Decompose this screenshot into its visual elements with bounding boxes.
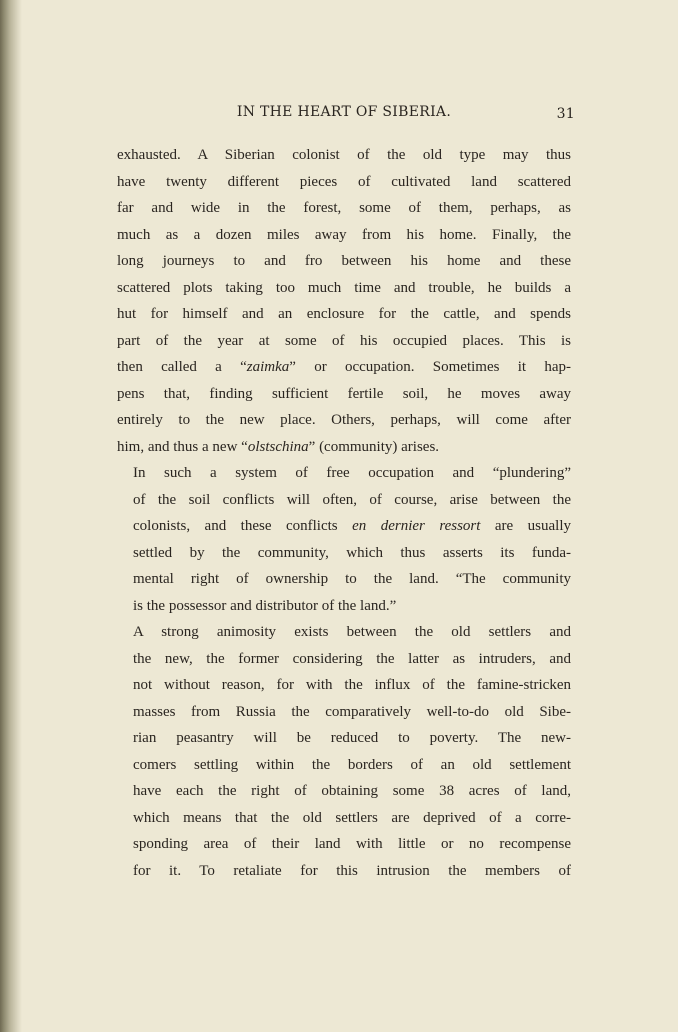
text-line: far and wide in the forest, some of them, perhaps, as (117, 200, 571, 216)
text-segment: colonists, and these conflicts (133, 518, 353, 534)
foreign-term-zaimka: zaimka (246, 359, 290, 375)
text-line: mental right of ownership to the land. “The community (133, 571, 571, 587)
text-line: settled by the community, which thus asserts its funda- (133, 544, 571, 561)
text-line: entirely to the new place. Others, perhaps, will come after (117, 412, 571, 428)
paragraph-2 (117, 460, 571, 619)
text-line: have twenty different pieces of cultivated land scattered (117, 173, 571, 190)
foreign-term-olstschina: olstschina (247, 438, 309, 455)
text-line: exhausted. A Siberian colonist of the old type may thus (117, 147, 571, 163)
paragraph-1 (117, 142, 571, 460)
text-line: pens that, finding sufficient fertile soil, he moves away (117, 385, 571, 402)
text-line (117, 513, 571, 540)
text-line: much as a dozen miles away from his home. Finally, the (117, 226, 571, 243)
text-line: masses from Russia the comparatively well-to-do old Sibe- (133, 703, 571, 720)
text-line: comers settling within the borders of an old settlement (133, 756, 571, 773)
text-line: rian peasantry will be reduced to poverty. The new- (133, 730, 571, 746)
text-line: not without reason, for with the influx of the famine-stricken (133, 677, 571, 693)
body-text (117, 142, 571, 884)
text-line: for it. To retaliate for this intrusion the members of (133, 862, 571, 879)
book-binding-shadow (0, 0, 22, 1032)
text-segment: ” or occupation. Sometimes it hap- (289, 359, 571, 375)
text-line: of the soil conflicts will often, of course, arise between the (133, 491, 571, 508)
page-header (117, 96, 575, 122)
text-line: which means that the old settlers are deprived of a corre- (133, 809, 571, 826)
text-line: part of the year at some of his occupied places. This is (117, 332, 571, 349)
text-line: hut for himself and an enclosure for the cattle, and spends (117, 306, 571, 322)
text-line: In such a system of free occupation and “plundering” (133, 465, 571, 481)
text-line: the new, the former considering the latter as intruders, and (133, 650, 571, 667)
text-segment: ” (community) arises. (308, 438, 440, 455)
text-line: have each the right of obtaining some 38 acres of land, (133, 783, 571, 799)
text-line: scattered plots taking too much time and trouble, he builds a (117, 279, 571, 296)
text-line: A strong animosity exists between the old settlers and (133, 624, 571, 640)
text-line: sponding area of their land with little or no recompense (133, 836, 571, 852)
foreign-term-en-dernier-ressort: en dernier ressort (352, 518, 481, 534)
running-title: IN THE HEART OF SIBERIA. (236, 104, 452, 120)
text-line: is the possessor and distributor of the land.” (133, 597, 397, 614)
text-segment: him, and thus a new “ (117, 438, 248, 455)
text-segment: are usually (480, 518, 572, 534)
paragraph-3 (117, 619, 571, 884)
text-line (117, 434, 571, 461)
page-number: 31 (556, 106, 575, 122)
book-page (117, 96, 575, 884)
text-line: long journeys to and fro between his home and these (117, 253, 571, 269)
text-segment: then called a “ (117, 359, 247, 375)
text-line (117, 354, 571, 381)
